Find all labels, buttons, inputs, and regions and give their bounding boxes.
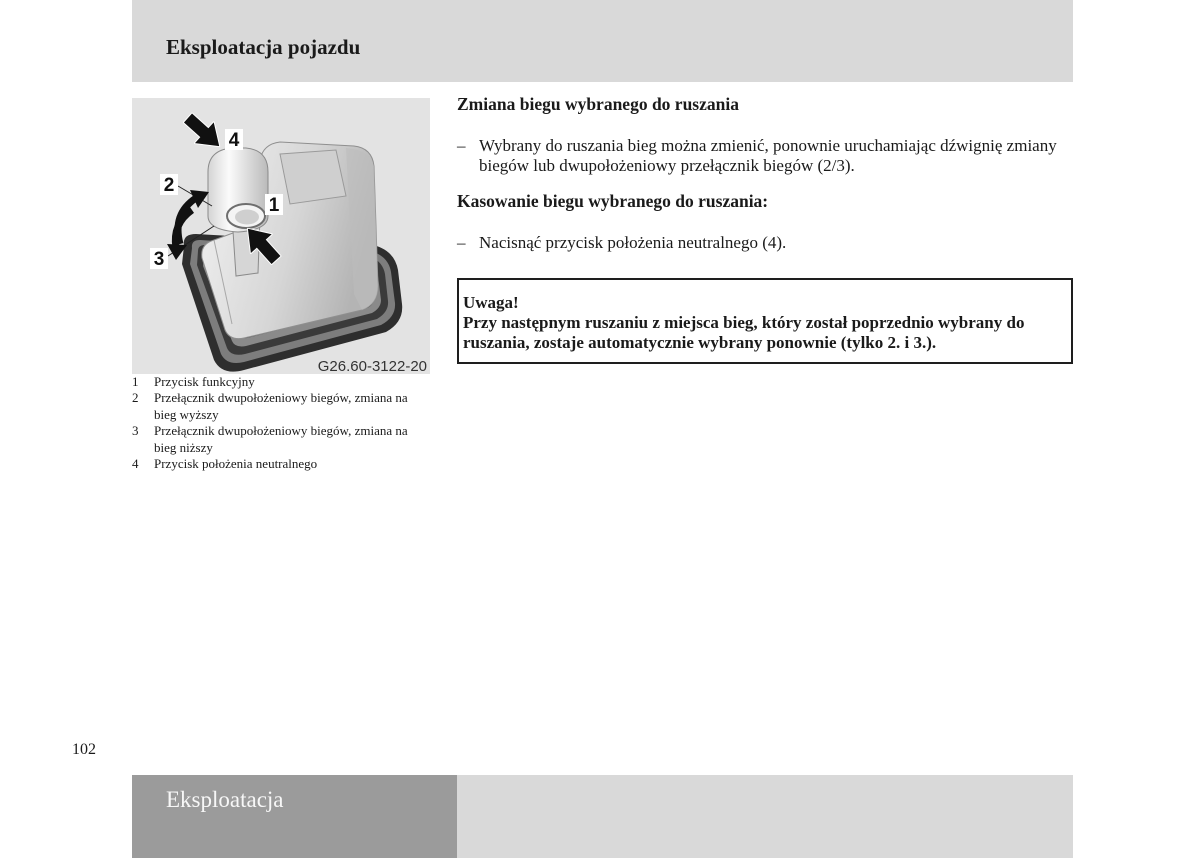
legend-number: 2 (132, 390, 139, 406)
bullet-dash: – (457, 136, 466, 155)
legend-number: 3 (132, 423, 139, 439)
housing-top-panel (280, 150, 346, 204)
figure-code: G26.60-3122-20 (317, 358, 427, 374)
bullet-item (457, 233, 1073, 253)
figure-legend (132, 374, 426, 472)
gear-shifter-illustration (132, 98, 430, 374)
note-text: Przy następnym ruszaniu z miejsca bieg, który został poprzednio wybrany do ruszania, zostaje automatycznie wybrany ponownie (tylko 2. i 3.). (463, 313, 1025, 352)
bullet-text: Nacisnąć przycisk położenia neutralnego (4). (479, 233, 787, 252)
note-title: Uwaga! (463, 293, 519, 312)
bullet-item (457, 136, 1073, 176)
callout-label-2: 2 (163, 175, 175, 196)
footer-section-title: Eksploatacja (166, 787, 284, 812)
callout-label-1: 1 (268, 195, 280, 216)
footer-section-tab (132, 775, 457, 858)
legend-text: Przycisk funkcyjny (154, 374, 255, 389)
legend-text: Przełącznik dwupołożeniowy biegów, zmiana na bieg wyższy (154, 390, 408, 422)
legend-item (132, 390, 426, 423)
gear-shifter-figure (132, 98, 430, 374)
warning-note-box (457, 278, 1073, 364)
callout-label-3: 3 (153, 249, 165, 270)
legend-text: Przycisk położenia neutralnego (154, 456, 318, 472)
section-heading-change-start-gear: Zmiana biegu wybranego do ruszania (457, 94, 739, 114)
legend-item (132, 456, 426, 472)
callout-label-4: 4 (228, 130, 240, 151)
page-number: 102 (72, 741, 96, 758)
legend-item (132, 423, 426, 456)
footer-bar (132, 775, 1073, 858)
legend-text: Przełącznik dwupołożeniowy biegów, zmiana na bieg niższy (154, 423, 408, 455)
knob-function-button (235, 210, 259, 225)
bullet-text: Wybrany do ruszania bieg można zmienić, ponownie uruchamiając dźwignię zmiany biegów lub dwupołożeniowy przełącznik biegów (2/3). (479, 136, 1057, 175)
page-title: Eksploatacja pojazdu (166, 35, 361, 59)
legend-number: 1 (132, 374, 139, 389)
bullet-dash: – (457, 233, 466, 252)
section-heading-cancel-start-gear: Kasowanie biegu wybranego do ruszania: (457, 191, 769, 211)
header-bar (132, 0, 1073, 82)
legend-item (132, 374, 426, 390)
legend-number: 4 (132, 456, 139, 472)
